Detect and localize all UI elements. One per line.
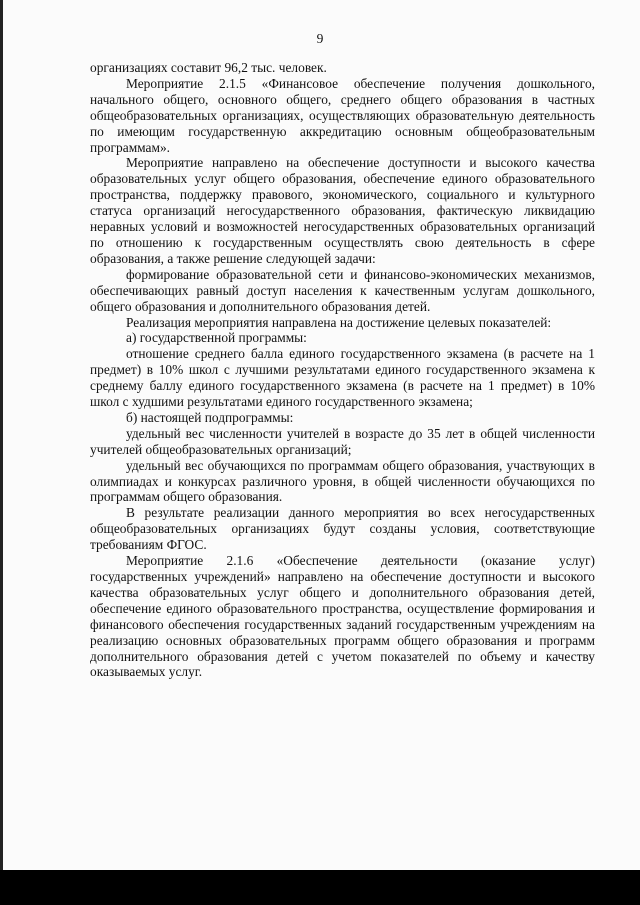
- paragraph-11: В результате реализации данного мероприятия во всех негосударственных общеобразовательных организациях будут созданы условия, соответствующие требованиям ФГОС.: [90, 505, 595, 553]
- paragraph-5: Реализация мероприятия направлена на достижение целевых показателей:: [126, 314, 552, 330]
- scan-bottom-edge: [0, 870, 640, 905]
- paragraph-12: Мероприятие 2.1.6 «Обеспечение деятельности (оказание услуг) государственных учреждений» направлено на обеспечение доступности и высокого качества образовательных услуг общего и дополнительного образования детей, обеспечение единого образовательного пространства, осуществление формирования и финансового обеспечения государственных заданий государственным учреждениям на реализацию основных образовательных программ общего образования и программ дополнительного образования детей с учетом показателей по объему и качеству оказываемых услуг.: [90, 553, 595, 680]
- page-body: [90, 60, 595, 680]
- paragraph-4: формирование образовательной сети и финансово-экономических механизмов, обеспечивающих равный доступ населения к качественным услугам дошкольного, общего образования и дополнительного образования детей.: [90, 266, 595, 314]
- paragraph-8: б) настоящей подпрограммы:: [126, 409, 294, 425]
- page-number: 9: [316, 31, 324, 46]
- paragraph-1: организациях составит 96,2 тыс. человек.: [90, 60, 327, 75]
- paragraph-7: отношение среднего балла единого государственного экзамена (в расчете на 1 предмет) в 10% школ с лучшими результатами единого государственного экзамена к среднему баллу единого государственного экзамена (в расчете на 1 предмет) в 10% школ с худшими результатами единого государственного экзамена;: [90, 346, 595, 410]
- paragraph-6: а) государственной программы:: [126, 330, 307, 346]
- paragraph-2: Мероприятие 2.1.5 «Финансовое обеспечение получения дошкольного, начального общего, основного общего, среднего общего образования в частных общеобразовательных организациях, осуществляющих образовательную деятельность по имеющим государственную аккредитацию основным общеобразовательным программам».: [90, 75, 595, 155]
- paragraph-3: Мероприятие направлено на обеспечение доступности и высокого качества образовательных услуг общего образования, обеспечение единого образовательного пространства, поддержку правового, экономического, социального и культурного статуса организаций негосударственного образования, фактическую ликвидацию неравных условий и возможностей негосударственных образовательных организаций по отношению к государственным осуществлять свою деятельность в сфере образования, а также решение следующей задачи:: [90, 155, 595, 266]
- paragraph-10: удельный вес обучающихся по программам общего образования, участвующих в олимпиадах и конкурсах различного уровня, в общей численности обучающихся по программам общего образования.: [90, 457, 595, 505]
- scan-left-edge: [0, 0, 3, 905]
- paragraph-9: удельный вес численности учителей в возрасте до 35 лет в общей численности учителей общеобразовательных организаций;: [90, 425, 595, 457]
